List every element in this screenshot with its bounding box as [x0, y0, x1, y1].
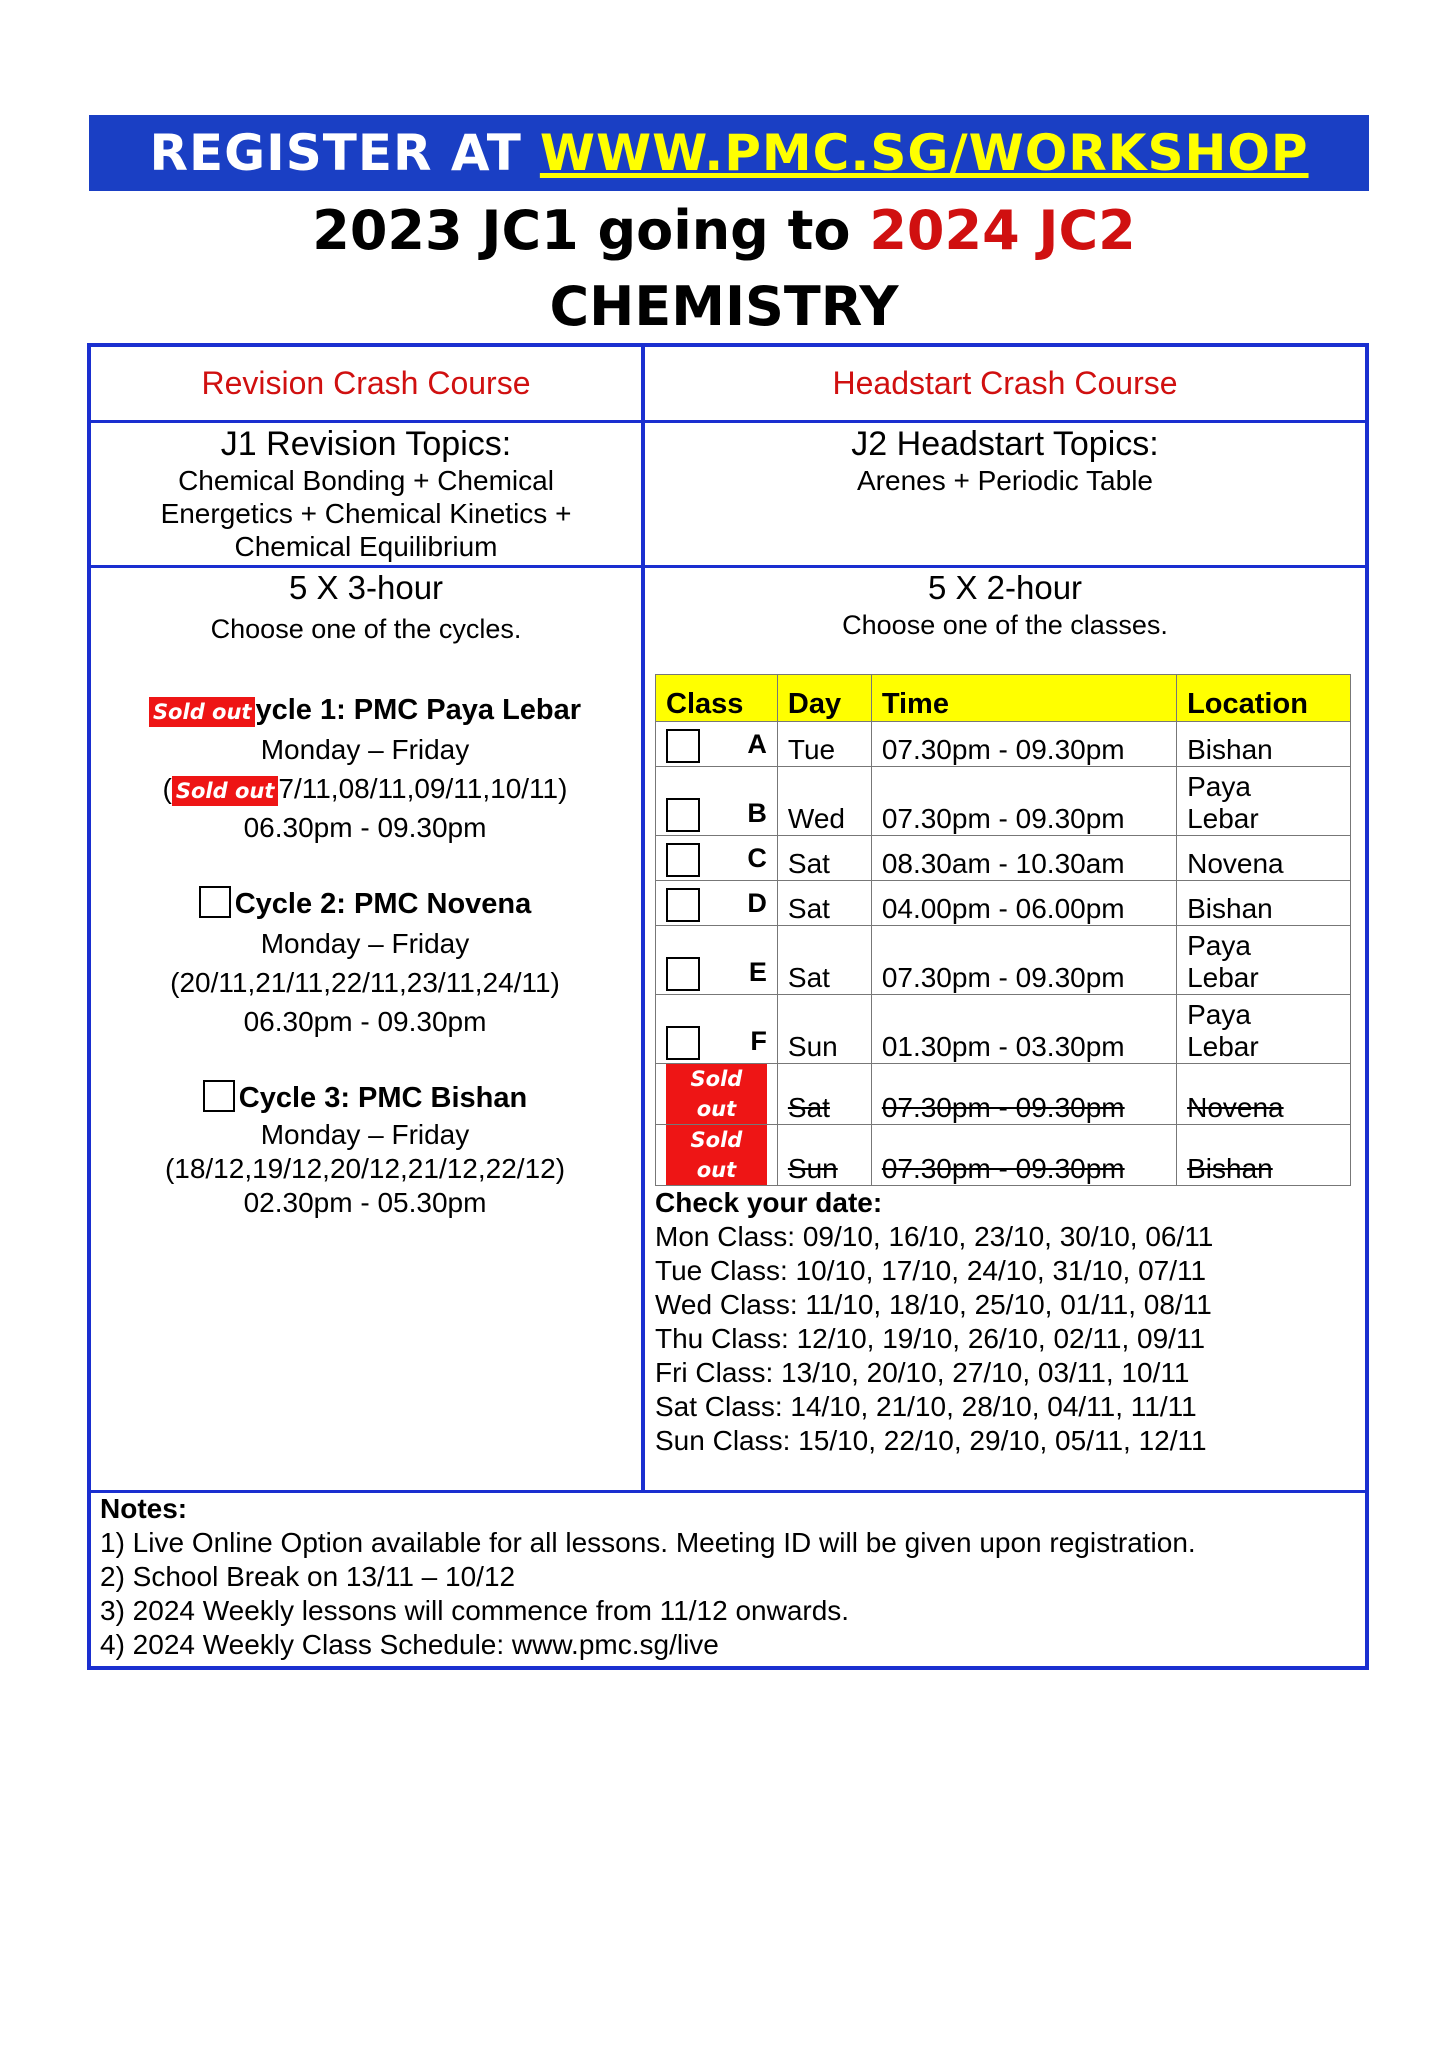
- revision-topics-line: Chemical Equilibrium: [234, 531, 498, 562]
- day-cell: Sun: [777, 1125, 871, 1186]
- revision-topics-line: Energetics + Chemical Kinetics +: [160, 498, 572, 529]
- cycle-3[interactable]: [100, 1078, 630, 1220]
- class-d-checkbox[interactable]: [666, 888, 700, 922]
- class-schedule-table: [655, 674, 1351, 1186]
- check-date-line: Sat Class: 14/10, 21/10, 28/10, 04/11, 11/11: [655, 1391, 1197, 1422]
- class-letter: E: [748, 957, 767, 987]
- revision-duration-block: [91, 568, 641, 646]
- page-title: [0, 198, 1448, 264]
- revision-topics-title: J1 Revision Topics:: [220, 425, 512, 463]
- title-part1: 2023 JC1 going to: [312, 199, 851, 262]
- cycle-3-checkbox[interactable]: [203, 1080, 235, 1112]
- class-letter: A: [747, 729, 767, 759]
- headstart-duration-block: [645, 568, 1365, 642]
- cycle-days: Monday – Friday: [260, 734, 470, 765]
- check-date-line: Mon Class: 09/10, 16/10, 23/10, 30/10, 06/11: [655, 1221, 1214, 1252]
- check-date-section: [655, 1186, 1355, 1458]
- table-header-row: [656, 675, 1351, 722]
- location-cell: Novena: [1177, 836, 1351, 881]
- table-row[interactable]: [656, 995, 1351, 1064]
- headstart-instruction: Choose one of the classes.: [842, 610, 1168, 640]
- table-row[interactable]: [656, 767, 1351, 836]
- note-item: 1) Live Online Option available for all lessons. Meeting ID will be given upon registration.: [100, 1527, 1196, 1558]
- cycle-time: 02.30pm - 05.30pm: [243, 1187, 487, 1218]
- class-a-checkbox[interactable]: [666, 729, 700, 763]
- revision-heading: Revision Crash Course: [201, 365, 531, 401]
- location-cell: Bishan: [1177, 881, 1351, 926]
- cycle-time: 06.30pm - 09.30pm: [243, 1006, 487, 1037]
- time-cell: 07.30pm - 09.30pm: [871, 722, 1176, 767]
- check-date-line: Thu Class: 12/10, 19/10, 26/10, 02/11, 09/11: [655, 1323, 1206, 1354]
- time-cell: 07.30pm - 09.30pm: [871, 1064, 1176, 1125]
- check-date-line: Sun Class: 15/10, 22/10, 29/10, 05/11, 12/11: [655, 1425, 1207, 1456]
- class-e-checkbox[interactable]: [666, 957, 700, 991]
- revision-instruction: Choose one of the cycles.: [210, 614, 522, 644]
- time-cell: 07.30pm - 09.30pm: [871, 767, 1176, 836]
- cycle-title: Cycle 3: PMC Bishan: [238, 1082, 528, 1114]
- day-cell: Sat: [777, 1064, 871, 1125]
- subject-title: CHEMISTRY: [549, 275, 899, 338]
- register-link[interactable]: WWW.PMC.SG/WORKSHOP: [539, 124, 1309, 182]
- class-c-checkbox[interactable]: [666, 843, 700, 877]
- table-row-sold-out: [656, 1125, 1351, 1186]
- title-part2: 2024 JC2: [869, 199, 1136, 262]
- headstart-duration: 5 X 2-hour: [927, 569, 1083, 606]
- cycle-dates: (20/11,21/11,22/11,23/11,24/11): [170, 967, 560, 998]
- banner-prefix: REGISTER AT: [149, 124, 522, 182]
- day-cell: Sat: [777, 881, 871, 926]
- time-cell: 07.30pm - 09.30pm: [871, 1125, 1176, 1186]
- class-letter: B: [747, 798, 767, 828]
- class-letter: C: [747, 843, 767, 873]
- table-row[interactable]: [656, 926, 1351, 995]
- cycle-dates-prefix: (: [162, 773, 172, 804]
- column-header: Time: [871, 675, 1176, 722]
- table-row-sold-out: [656, 1064, 1351, 1125]
- cycle-2-checkbox[interactable]: [199, 886, 231, 918]
- check-date-line: Fri Class: 13/10, 20/10, 27/10, 03/11, 10/11: [655, 1357, 1190, 1388]
- check-date-line: Tue Class: 10/10, 17/10, 24/10, 31/10, 07/11: [655, 1255, 1207, 1286]
- location-cell: Bishan: [1177, 1125, 1351, 1186]
- headstart-topics: [645, 424, 1365, 497]
- cycle-2[interactable]: [100, 884, 630, 1041]
- cycle-days: Monday – Friday: [260, 928, 470, 959]
- day-cell: Wed: [777, 767, 871, 836]
- revision-topics: [91, 424, 641, 563]
- class-f-checkbox[interactable]: [666, 1026, 700, 1060]
- location-cell: Paya Lebar: [1177, 926, 1351, 995]
- class-letter: F: [750, 1026, 767, 1056]
- day-cell: Tue: [777, 722, 871, 767]
- sold-out-badge: Sold out: [149, 697, 256, 727]
- headstart-topics-title: J2 Headstart Topics:: [851, 425, 1159, 463]
- cycle-time: 06.30pm - 09.30pm: [243, 812, 487, 843]
- class-letter: D: [747, 888, 767, 918]
- column-header: Day: [777, 675, 871, 722]
- time-cell: 07.30pm - 09.30pm: [871, 926, 1176, 995]
- headstart-topics-body: Arenes + Periodic Table: [857, 465, 1153, 496]
- cycle-1: [100, 690, 630, 847]
- column-divider: [641, 343, 645, 1493]
- headstart-heading: Headstart Crash Course: [832, 365, 1178, 401]
- time-cell: 08.30am - 10.30am: [871, 836, 1176, 881]
- location-cell: Paya Lebar: [1177, 995, 1351, 1064]
- sold-out-badge: Sold out: [666, 1125, 767, 1185]
- location-cell: Bishan: [1177, 722, 1351, 767]
- cycle-dates: (18/12,19/12,20/12,21/12,22/12): [164, 1153, 566, 1184]
- time-cell: 04.00pm - 06.00pm: [871, 881, 1176, 926]
- note-item: 2) School Break on 13/11 – 10/12: [100, 1561, 516, 1592]
- table-row[interactable]: [656, 881, 1351, 926]
- location-cell: Paya Lebar: [1177, 767, 1351, 836]
- revision-duration: 5 X 3-hour: [288, 569, 444, 606]
- check-date-title: Check your date:: [655, 1187, 883, 1218]
- notes-title: Notes:: [100, 1493, 188, 1524]
- class-b-checkbox[interactable]: [666, 798, 700, 832]
- notes-section: [100, 1492, 1360, 1662]
- cycle-title: ycle 1: PMC Paya Lebar: [255, 694, 582, 726]
- sold-out-badge: Sold out: [666, 1064, 767, 1124]
- time-cell: 01.30pm - 03.30pm: [871, 995, 1176, 1064]
- day-cell: Sat: [777, 836, 871, 881]
- table-row[interactable]: [656, 836, 1351, 881]
- divider: [87, 420, 1369, 423]
- register-banner: [89, 115, 1369, 191]
- table-row[interactable]: [656, 722, 1351, 767]
- check-date-line: Wed Class: 11/10, 18/10, 25/10, 01/11, 08/11: [655, 1289, 1212, 1320]
- revision-topics-line: Chemical Bonding + Chemical: [178, 465, 554, 496]
- note-item: 3) 2024 Weekly lessons will commence from 11/12 onwards.: [100, 1595, 850, 1626]
- location-cell: Novena: [1177, 1064, 1351, 1125]
- sold-out-badge: Sold out: [172, 776, 279, 806]
- column-header: Class: [656, 675, 778, 722]
- cycle-title: Cycle 2: PMC Novena: [234, 888, 532, 920]
- day-cell: Sun: [777, 995, 871, 1064]
- day-cell: Sat: [777, 926, 871, 995]
- note-item: 4) 2024 Weekly Class Schedule: www.pmc.sg/live: [100, 1629, 719, 1660]
- column-header: Location: [1177, 675, 1351, 722]
- cycle-days: Monday – Friday: [260, 1119, 470, 1150]
- cycle-dates: 7/11,08/11,09/11,10/11): [278, 773, 568, 804]
